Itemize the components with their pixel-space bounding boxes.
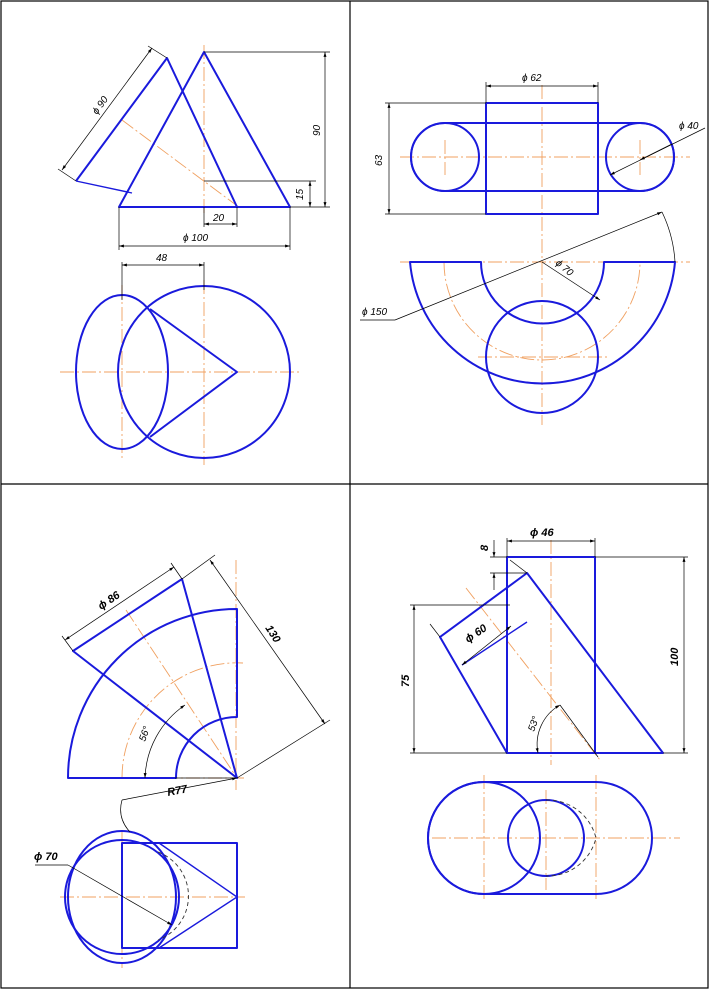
dim-label: 90: [312, 124, 323, 136]
panel-bottom-right: [400, 527, 688, 900]
dim-label: ϕ 60: [462, 622, 490, 646]
dim-label: ϕ 40: [679, 121, 699, 132]
dim-label: ϕ 100: [183, 233, 209, 244]
dim-label: 63: [374, 154, 385, 166]
dim-label: 48: [156, 253, 168, 264]
dim-label: 56°: [137, 725, 153, 744]
half-torus-top-view: [410, 262, 675, 383]
dim-label: ϕ 150: [362, 307, 388, 318]
cone-front-view: [119, 52, 290, 207]
sheet-border: [1, 1, 708, 988]
dim-label: 75: [400, 674, 412, 687]
panel-top-left: [58, 45, 330, 465]
panel-bottom-left: [34, 555, 330, 968]
dim-label: 20: [213, 213, 225, 224]
dim-label: 53°: [526, 715, 542, 734]
dim-label: 130: [262, 623, 283, 646]
dim-label: R77: [166, 783, 189, 799]
elbow-front-view: [68, 609, 237, 778]
inclined-cylinder-front-view: [440, 573, 663, 753]
dim-label: ϕ 70: [553, 257, 576, 279]
dim-label: ϕ 62: [522, 73, 542, 84]
dim-label: ϕ 46: [530, 527, 554, 539]
dim-label: ϕ 90: [90, 94, 111, 117]
cone-front-view: [73, 579, 237, 778]
inclined-cylinder-front-view: [76, 58, 237, 207]
dim-label: 15: [295, 188, 306, 200]
dim-label: ϕ 70: [34, 851, 58, 863]
dim-label: ϕ 86: [95, 589, 123, 613]
panel-top-right: [360, 73, 705, 425]
intersection-curve-top-view: [150, 309, 237, 437]
dim-label: 100: [669, 647, 681, 666]
dim-label: 8: [479, 544, 491, 551]
